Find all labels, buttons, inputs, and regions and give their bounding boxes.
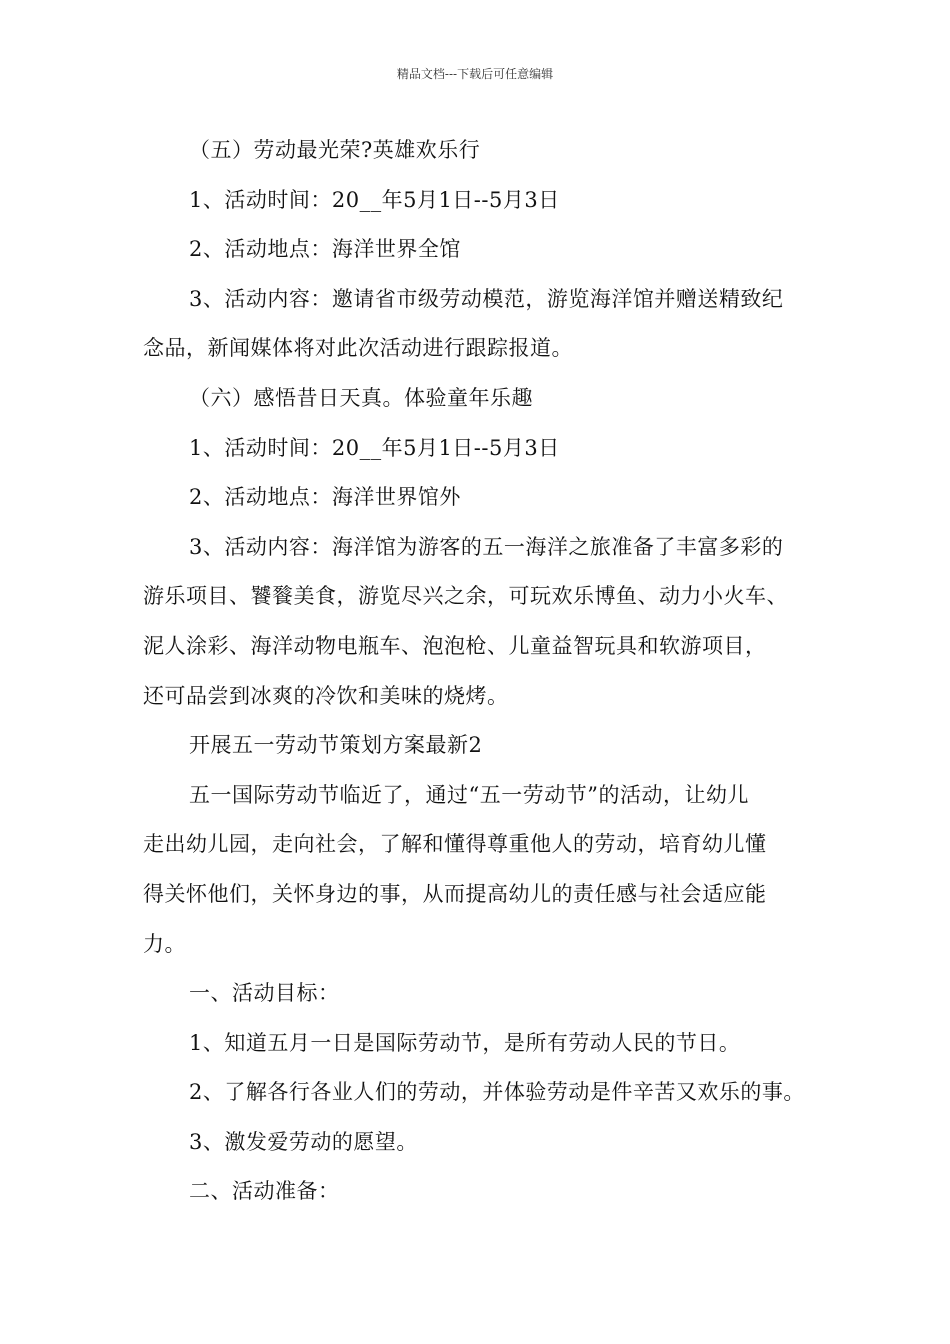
section-heading: 一、活动目标： (189, 981, 340, 1006)
text-line: 游乐项目、饕餮美食，游览尽兴之余，可玩欢乐博鱼、动力小火车、 (143, 584, 788, 609)
text-line: 力。 (143, 931, 186, 956)
text-line: 泥人涂彩、海洋动物电瓶车、泡泡枪、儿童益智玩具和软游项目， (143, 633, 767, 658)
text-line: 3、活动内容：邀请省市级劳动模范，游览海洋馆并赠送精致纪 (189, 286, 784, 311)
text-line: 1、活动时间：20__年5月1日--5月3日 (189, 187, 560, 212)
text-line: 还可品尝到冰爽的冷饮和美味的烧烤。 (143, 683, 509, 708)
text-line: 1、活动时间：20__年5月1日--5月3日 (189, 435, 560, 460)
text-line: 3、激发爱劳动的愿望。 (189, 1129, 418, 1154)
document-body (143, 126, 823, 1217)
page-header: 精品文档---下载后可任意编辑 (396, 67, 554, 81)
text-line: 得关怀他们，关怀身边的事，从而提高幼儿的责任感与社会适应能 (143, 881, 767, 906)
text-line: 2、活动地点：海洋世界全馆 (189, 237, 461, 262)
text-line: 走出幼儿园，走向社会，了解和懂得尊重他人的劳动，培育幼儿懂 (143, 832, 767, 857)
section-heading: 二、活动准备： (189, 1179, 340, 1204)
text-line: 2、了解各行各业人们的劳动，并体验劳动是件辛苦又欢乐的事。 (189, 1080, 805, 1105)
text-line: 2、活动地点：海洋世界馆外 (189, 485, 461, 510)
section-title: 开展五一劳动节策划方案最新2 (189, 733, 483, 758)
text-line: 3、活动内容：海洋馆为游客的五一海洋之旅准备了丰富多彩的 (189, 534, 784, 559)
text-line: （五）劳动最光荣?英雄欢乐行 (189, 138, 481, 162)
text-line: 1、知道五月一日是国际劳动节，是所有劳动人民的节日。 (189, 1030, 741, 1055)
text-line: 五一国际劳动节临近了，通过“五一劳动节”的活动，让幼儿 (189, 782, 749, 807)
text-line: （六）感悟昔日天真。体验童年乐趣 (189, 385, 533, 410)
text-line: 念品，新闻媒体将对此次活动进行跟踪报道。 (143, 336, 573, 361)
